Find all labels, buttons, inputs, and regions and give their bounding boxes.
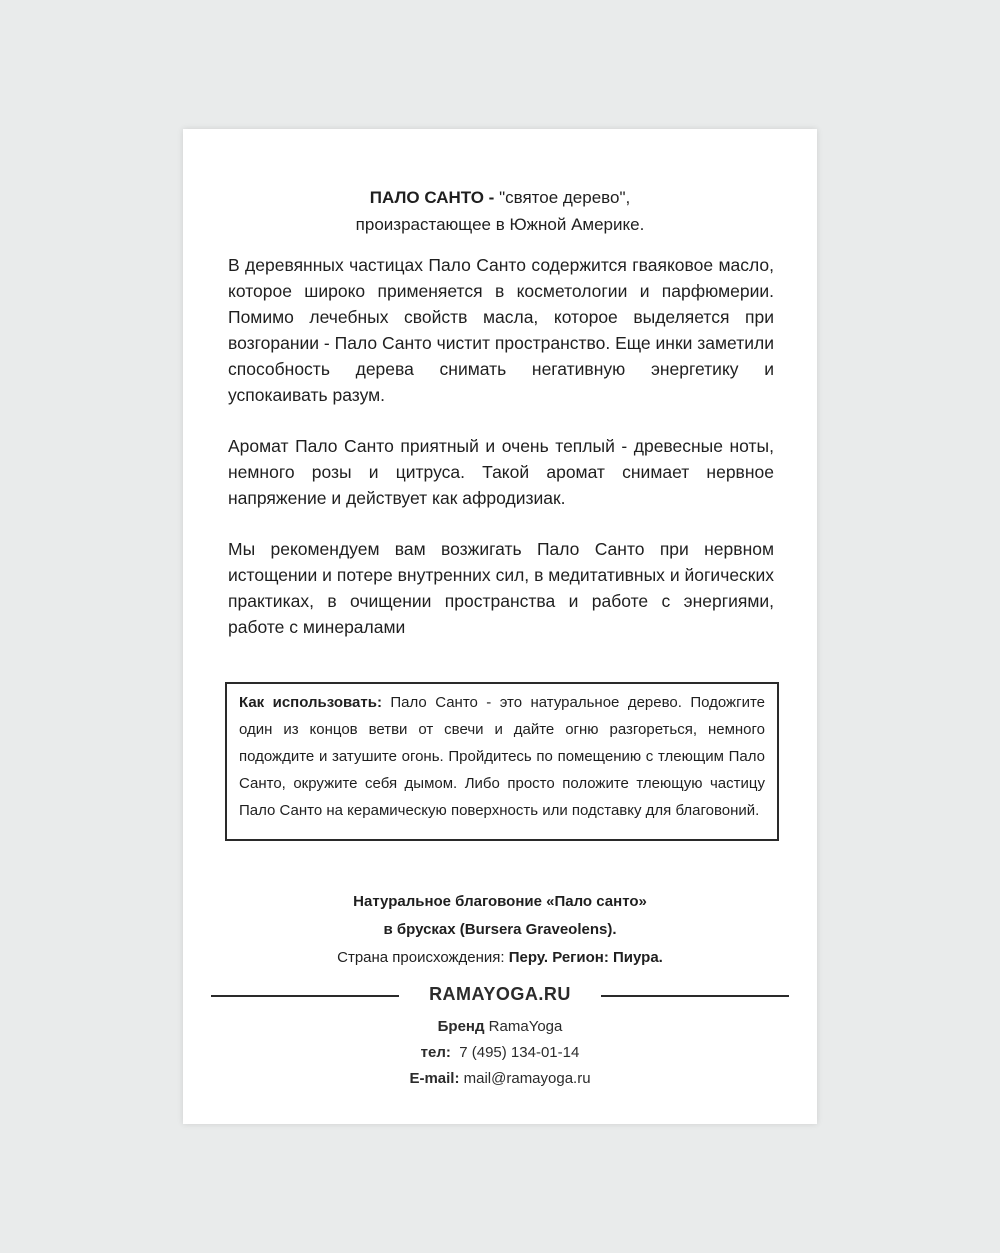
product-line-1: Натуральное благовоние «Пало санто» xyxy=(353,893,647,910)
howto-label: Как использовать: xyxy=(239,694,382,711)
page-subtitle: произрастающее в Южной Америке. xyxy=(355,215,645,234)
title-block xyxy=(183,184,817,238)
brand-site: RAMAYOGA.RU xyxy=(429,984,571,1004)
product-origin xyxy=(183,944,817,972)
email-line xyxy=(183,1066,817,1092)
email-value: mail@ramayoga.ru xyxy=(459,1070,591,1087)
brand-row xyxy=(211,984,789,1008)
howto-text: Пало Санто - это натуральное дерево. Подожгите один из концов ветви от свечи и дайте огню разгореться, немного подождите и затушите огонь. Пройдитесь по помещению с тлеющим Пало Санто, окружите себя дымом. Либо просто положите тлеющую частицу Пало Санто на керамическую поверхность или подставку для благовоний. xyxy=(239,694,765,819)
product-line-2: в брусках (Bursera Graveolens). xyxy=(383,921,617,938)
email-label: E-mail: xyxy=(409,1070,460,1087)
howto-box xyxy=(225,682,779,841)
phone-label: тел: xyxy=(420,1044,451,1061)
paragraph-aroma: Аромат Пало Санто приятный и очень теплый - древесные ноты, немного розы и цитруса. Такой аромат снимает нервное напряжение и действует как афродизиак. xyxy=(228,436,774,508)
title-strong: ПАЛО САНТО - xyxy=(369,188,500,207)
phone-value: 7 (495) 134-01-14 xyxy=(450,1044,580,1061)
product-info xyxy=(183,888,817,972)
brand-value: RamaYoga xyxy=(484,1018,563,1035)
contacts xyxy=(183,1014,817,1092)
product-form xyxy=(183,916,817,944)
brand-label: Бренд xyxy=(437,1018,485,1035)
brand-line xyxy=(183,1014,817,1040)
product-name xyxy=(183,888,817,916)
info-card xyxy=(183,129,817,1124)
phone-line xyxy=(183,1040,817,1066)
paragraph-recommendation: Мы рекомендуем вам возжигать Пало Санто при нервном истощении и потере внутренних сил, в медитативных и йогических практиках, в очищении пространства и работе с энергиями, работе с минералами xyxy=(228,539,774,637)
country-value: Перу. Регион: Пиура. xyxy=(508,949,663,966)
country-label: Страна происхождения: xyxy=(337,949,509,966)
paragraph-description: В деревянных частицах Пало Санто содержится гваяковое масло, которое широко применяется в косметологии и парфюмерии. Помимо лечебных свойств масла, которое выделяется при возгорании - Пало Санто чистит пространство. Еще инки заметили способность дерева снимать негативную энергетику и успокаивать разум. xyxy=(228,255,774,405)
title-quote: "святое дерево", xyxy=(499,188,631,207)
divider-right xyxy=(601,995,789,997)
page-title xyxy=(183,184,817,211)
